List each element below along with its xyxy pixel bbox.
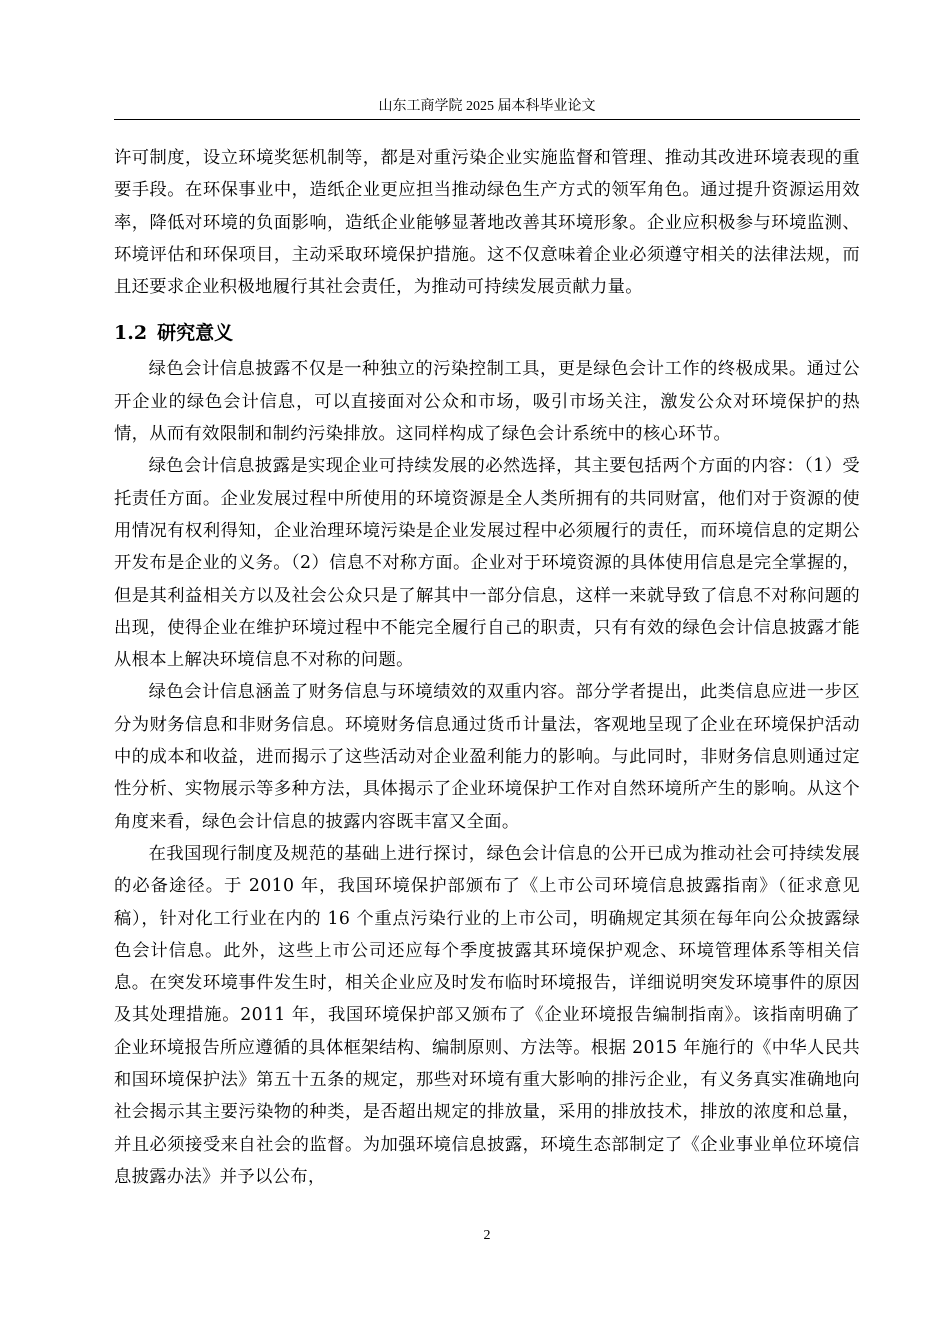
- body-paragraph-1: 绿色会计信息披露不仅是一种独立的污染控制工具，更是绿色会计工作的终极成果。通过公开企业的绿色会计信息，可以直接面对公众和市场，吸引市场关注，激发公众对环境保护的热情，从而有效限制和制约污染排放。这同样构成了绿色会计系统中的核心环节。: [114, 359, 860, 445]
- page-content: [114, 142, 860, 1193]
- section-title: 研究意义: [157, 322, 234, 345]
- continuation-paragraph: 许可制度，设立环境奖惩机制等，都是对重污染企业实施监督和管理、推动其改进环境表现的重要手段。在环保事业中，造纸企业更应担当推动绿色生产方式的领军角色。通过提升资源运用效率，降低对环境的负面影响，造纸企业能够显著地改善其环境形象。企业应积极参与环境监测、环境评估和环保项目，主动采取环境保护措施。这不仅意味着企业必须遵守相关的法律法规，而且还要求企业积极地履行其社会责任，为推动可持续发展贡献力量。: [114, 148, 860, 298]
- section-number: 1.2: [114, 322, 148, 345]
- body-paragraph-2: 绿色会计信息披露是实现企业可持续发展的必然选择，其主要包括两个方面的内容：（1）受托责任方面。企业发展过程中所使用的环境资源是全人类所拥有的共同财富，他们对于资源的使用情况有权利得知，企业治理环境污染是企业发展过程中必须履行的责任，而环境信息的定期公开发布是企业的义务。（2）信息不对称方面。企业对于环境资源的具体使用信息是完全掌握的，但是其利益相关方以及社会公众只是了解其中一部分信息，这样一来就导致了信息不对称问题的出现，使得企业在维护环境过程中不能完全履行自己的职责，只有有效的绿色会计信息披露才能从根本上解决环境信息不对称的问题。: [114, 456, 860, 671]
- header-rule: [114, 119, 860, 120]
- section-heading: [114, 317, 860, 349]
- body-paragraph-3: 绿色会计信息涵盖了财务信息与环境绩效的双重内容。部分学者提出，此类信息应进一步区分为财务信息和非财务信息。环境财务信息通过货币计量法，客观地呈现了企业在环境保护活动中的成本和收益，进而揭示了这些活动对企业盈利能力的影响。与此同时，非财务信息则通过定性分析、实物展示等多种方法，具体揭示了企业环境保护工作对自然环境所产生的影响。从这个角度来看，绿色会计信息的披露内容既丰富又全面。: [114, 682, 860, 832]
- page-number: 2: [483, 1228, 491, 1243]
- running-header: 山东工商学院 2025 届本科毕业论文: [378, 99, 596, 114]
- body-paragraph-4: 在我国现行制度及规范的基础上进行探讨，绿色会计信息的公开已成为推动社会可持续发展的必备途径。于 2010 年，我国环境保护部颁布了《上市公司环境信息披露指南》（征求意见稿），针对化工行业在内的 16 个重点污染行业的上市公司，明确规定其须在每年向公众披露绿色会计信息。此外，这些上市公司还应每个季度披露其环境保护观念、环境管理体系等相关信息。在突发环境事件发生时，相关企业应及时发布临时环境报告，详细说明突发环境事件的原因及其处理措施。2011 年，我国环境保护部又颁布了《企业环境报告编制指南》。该指南明确了企业环境报告所应遵循的具体框架结构、编制原则、方法等。根据 2015 年施行的《中华人民共和国环境保护法》第五十五条的规定，那些对环境有重大影响的排污企业，有义务真实准确地向社会揭示其主要污染物的种类，是否超出规定的排放量，采用的排放技术，排放的浓度和总量，并且必须接受来自社会的监督。为加强环境信息披露，环境生态部制定了《企业事业单位环境信息披露办法》并予以公布，: [114, 843, 860, 1187]
